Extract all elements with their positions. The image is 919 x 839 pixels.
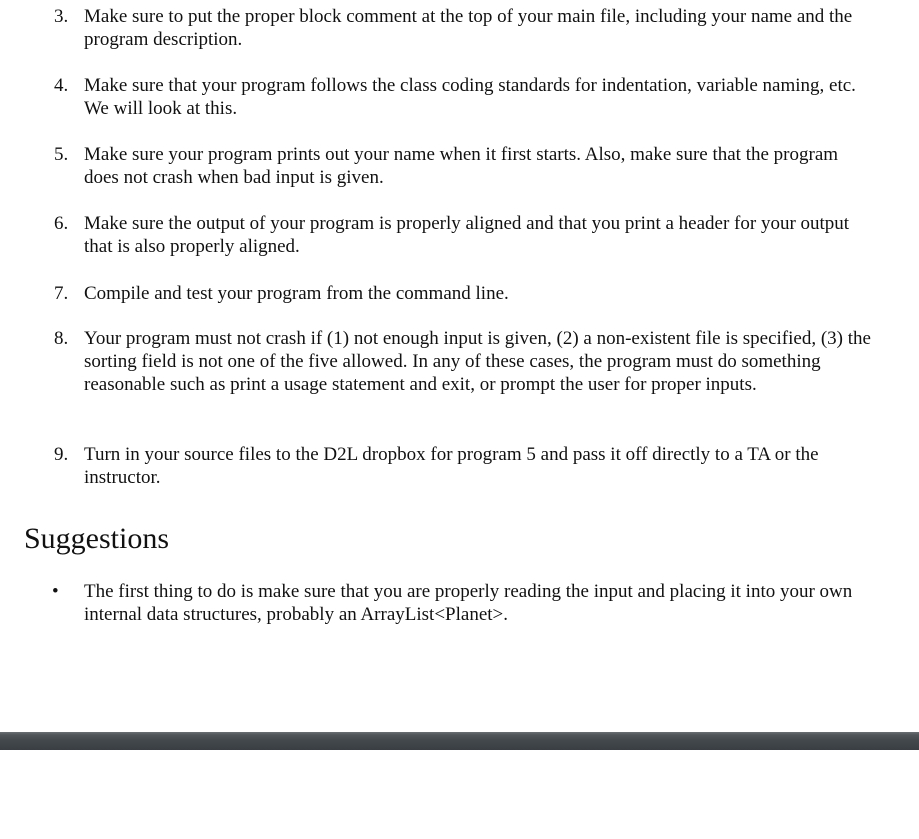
list-item-text: Make sure your program prints out your name when it first starts. Also, make sure that the program does not crash when bad input is given.: [84, 144, 839, 188]
list-item-number: 9.: [54, 444, 69, 465]
suggestion-text: The first thing to do is make sure that you are properly reading the input and placing it into your own internal data structures, probably an ArrayList<Planet>.: [84, 581, 853, 625]
list-item-number: 4.: [54, 75, 69, 96]
suggestions-heading: Suggestions: [24, 522, 170, 555]
list-item-text: Turn in your source files to the D2L dropbox for program 5 and pass it off directly to a TA or the instructor.: [84, 444, 819, 488]
list-item-text: Your program must not crash if (1) not enough input is given, (2) a non-existent file is specified, (3) the sorting field is not one of the five allowed. In any of these cases, the program must do something reasonable such as print a usage statement and exit, or prompt the user for proper inputs.: [84, 328, 871, 395]
list-item-number: 5.: [54, 144, 69, 165]
list-item-text: Make sure that your program follows the class coding standards for indentation, variable naming, etc. We will look at this.: [84, 75, 856, 119]
list-item-text: Compile and test your program from the command line.: [84, 283, 509, 304]
list-item-number: 8.: [54, 328, 69, 349]
list-item-number: 3.: [54, 6, 69, 27]
list-item-number: 6.: [54, 213, 69, 234]
page-separator-bar: [0, 732, 919, 750]
viewer-background: [0, 750, 919, 839]
bullet-dot-icon: •: [52, 581, 59, 602]
list-item-text: Make sure to put the proper block comment at the top of your main file, including your name and the program description.: [84, 6, 853, 50]
list-item-number: 7.: [54, 283, 69, 304]
list-item-text: Make sure the output of your program is properly aligned and that you print a header for your output that is also properly aligned.: [84, 213, 850, 257]
